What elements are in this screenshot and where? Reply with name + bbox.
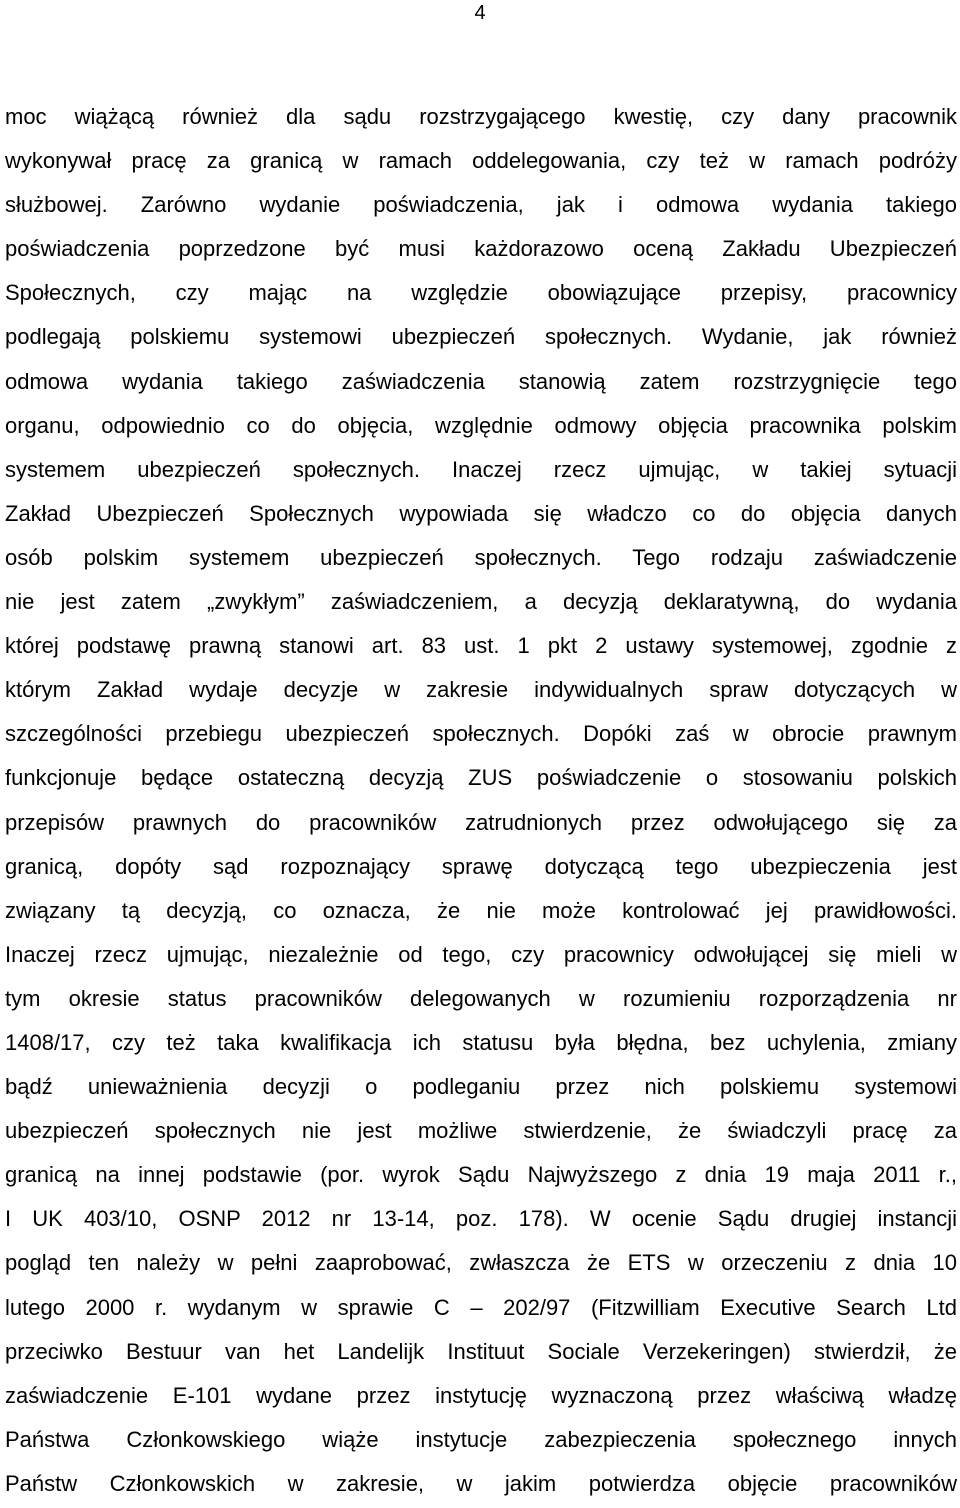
text-line: przeciwko Bestuur van het Landelijk Instituut Sociale Verzekeringen) stwierdził, że	[5, 1338, 957, 1364]
text-line: granicą, dopóty sąd rozpoznający sprawę dotyczącą tego ubezpieczenia jest	[5, 853, 957, 879]
text-line: Inaczej rzecz ujmując, niezależnie od tego, czy pracownicy odwołującej się mieli w	[5, 941, 957, 967]
text-line: odmowa wydania takiego zaświadczenia stanowią zatem rozstrzygnięcie tego	[5, 368, 957, 394]
text-line: przepisów prawnych do pracowników zatrudnionych przez odwołującego się za	[5, 809, 957, 835]
text-line: podlegają polskiemu systemowi ubezpieczeń społecznych. Wydanie, jak również	[5, 324, 957, 350]
text-line: służbowej. Zarówno wydanie poświadczenia, jak i odmowa wydania takiego	[5, 192, 957, 218]
text-line: poświadczenia poprzedzone być musi każdorazowo oceną Zakładu Ubezpieczeń	[5, 236, 957, 262]
text-line: której podstawę prawną stanowi art. 83 ust. 1 pkt 2 ustawy systemowej, zgodnie z	[5, 633, 957, 659]
text-line: organu, odpowiednio co do objęcia, względnie odmowy objęcia pracownika polskim	[5, 412, 957, 438]
text-line: szczególności przebiegu ubezpieczeń społecznych. Dopóki zaś w obrocie prawnym	[5, 721, 957, 747]
text-line: tym okresie status pracowników delegowanych w rozumieniu rozporządzenia nr	[5, 985, 957, 1011]
text-line: moc wiążącą również dla sądu rozstrzygającego kwestię, czy dany pracownik	[5, 104, 957, 129]
text-line: granicą na innej podstawie (por. wyrok Sądu Najwyższego z dnia 19 maja 2011 r.,	[5, 1162, 957, 1188]
text-line: związany tą decyzją, co oznacza, że nie może kontrolować jej prawidłowości.	[5, 897, 957, 923]
text-line: funkcjonuje będące ostateczną decyzją ZUS poświadczenie o stosowaniu polskich	[5, 765, 957, 791]
text-line: I UK 403/10, OSNP 2012 nr 13-14, poz. 178). W ocenie Sądu drugiej instancji	[5, 1206, 957, 1232]
document-body	[5, 95, 957, 1506]
text-line: bądź unieważnienia decyzji o podleganiu przez nich polskiemu systemowi	[5, 1074, 957, 1100]
text-line: systemem ubezpieczeń społecznych. Inaczej rzecz ujmując, w takiej sytuacji	[5, 456, 957, 482]
text-line: Społecznych, czy mając na względzie obowiązujące przepisy, pracownicy	[5, 280, 957, 306]
text-line: pogląd ten należy w pełni zaaprobować, zwłaszcza że ETS w orzeczeniu z dnia 10	[5, 1250, 957, 1276]
text-line: Państwa Członkowskiego wiąże instytucje zabezpieczenia społecznego innych	[5, 1426, 957, 1452]
text-line: nie jest zatem „zwykłym” zaświadczeniem, a decyzją deklaratywną, do wydania	[5, 589, 957, 615]
text-line: lutego 2000 r. wydanym w sprawie C – 202/97 (Fitzwilliam Executive Search Ltd	[5, 1294, 957, 1320]
text-line: Zakład Ubezpieczeń Społecznych wypowiada się władczo co do objęcia danych	[5, 500, 957, 526]
text-line: Państw Członkowskich w zakresie, w jakim potwierdza objęcie pracowników	[5, 1470, 957, 1496]
text-line: wykonywał pracę za granicą w ramach oddelegowania, czy też w ramach podróży	[5, 148, 957, 174]
text-line: osób polskim systemem ubezpieczeń społecznych. Tego rodzaju zaświadczenie	[5, 544, 957, 570]
text-line: ubezpieczeń społecznych nie jest możliwe stwierdzenie, że świadczyli pracę za	[5, 1118, 957, 1144]
page-number: 4	[474, 2, 486, 24]
text-line: 1408/17, czy też taka kwalifikacja ich statusu była błędna, bez uchylenia, zmiany	[5, 1029, 957, 1055]
text-line: zaświadczenie E-101 wydane przez instytucję wyznaczoną przez właściwą władzę	[5, 1382, 957, 1408]
text-line: którym Zakład wydaje decyzje w zakresie indywidualnych spraw dotyczących w	[5, 677, 957, 703]
